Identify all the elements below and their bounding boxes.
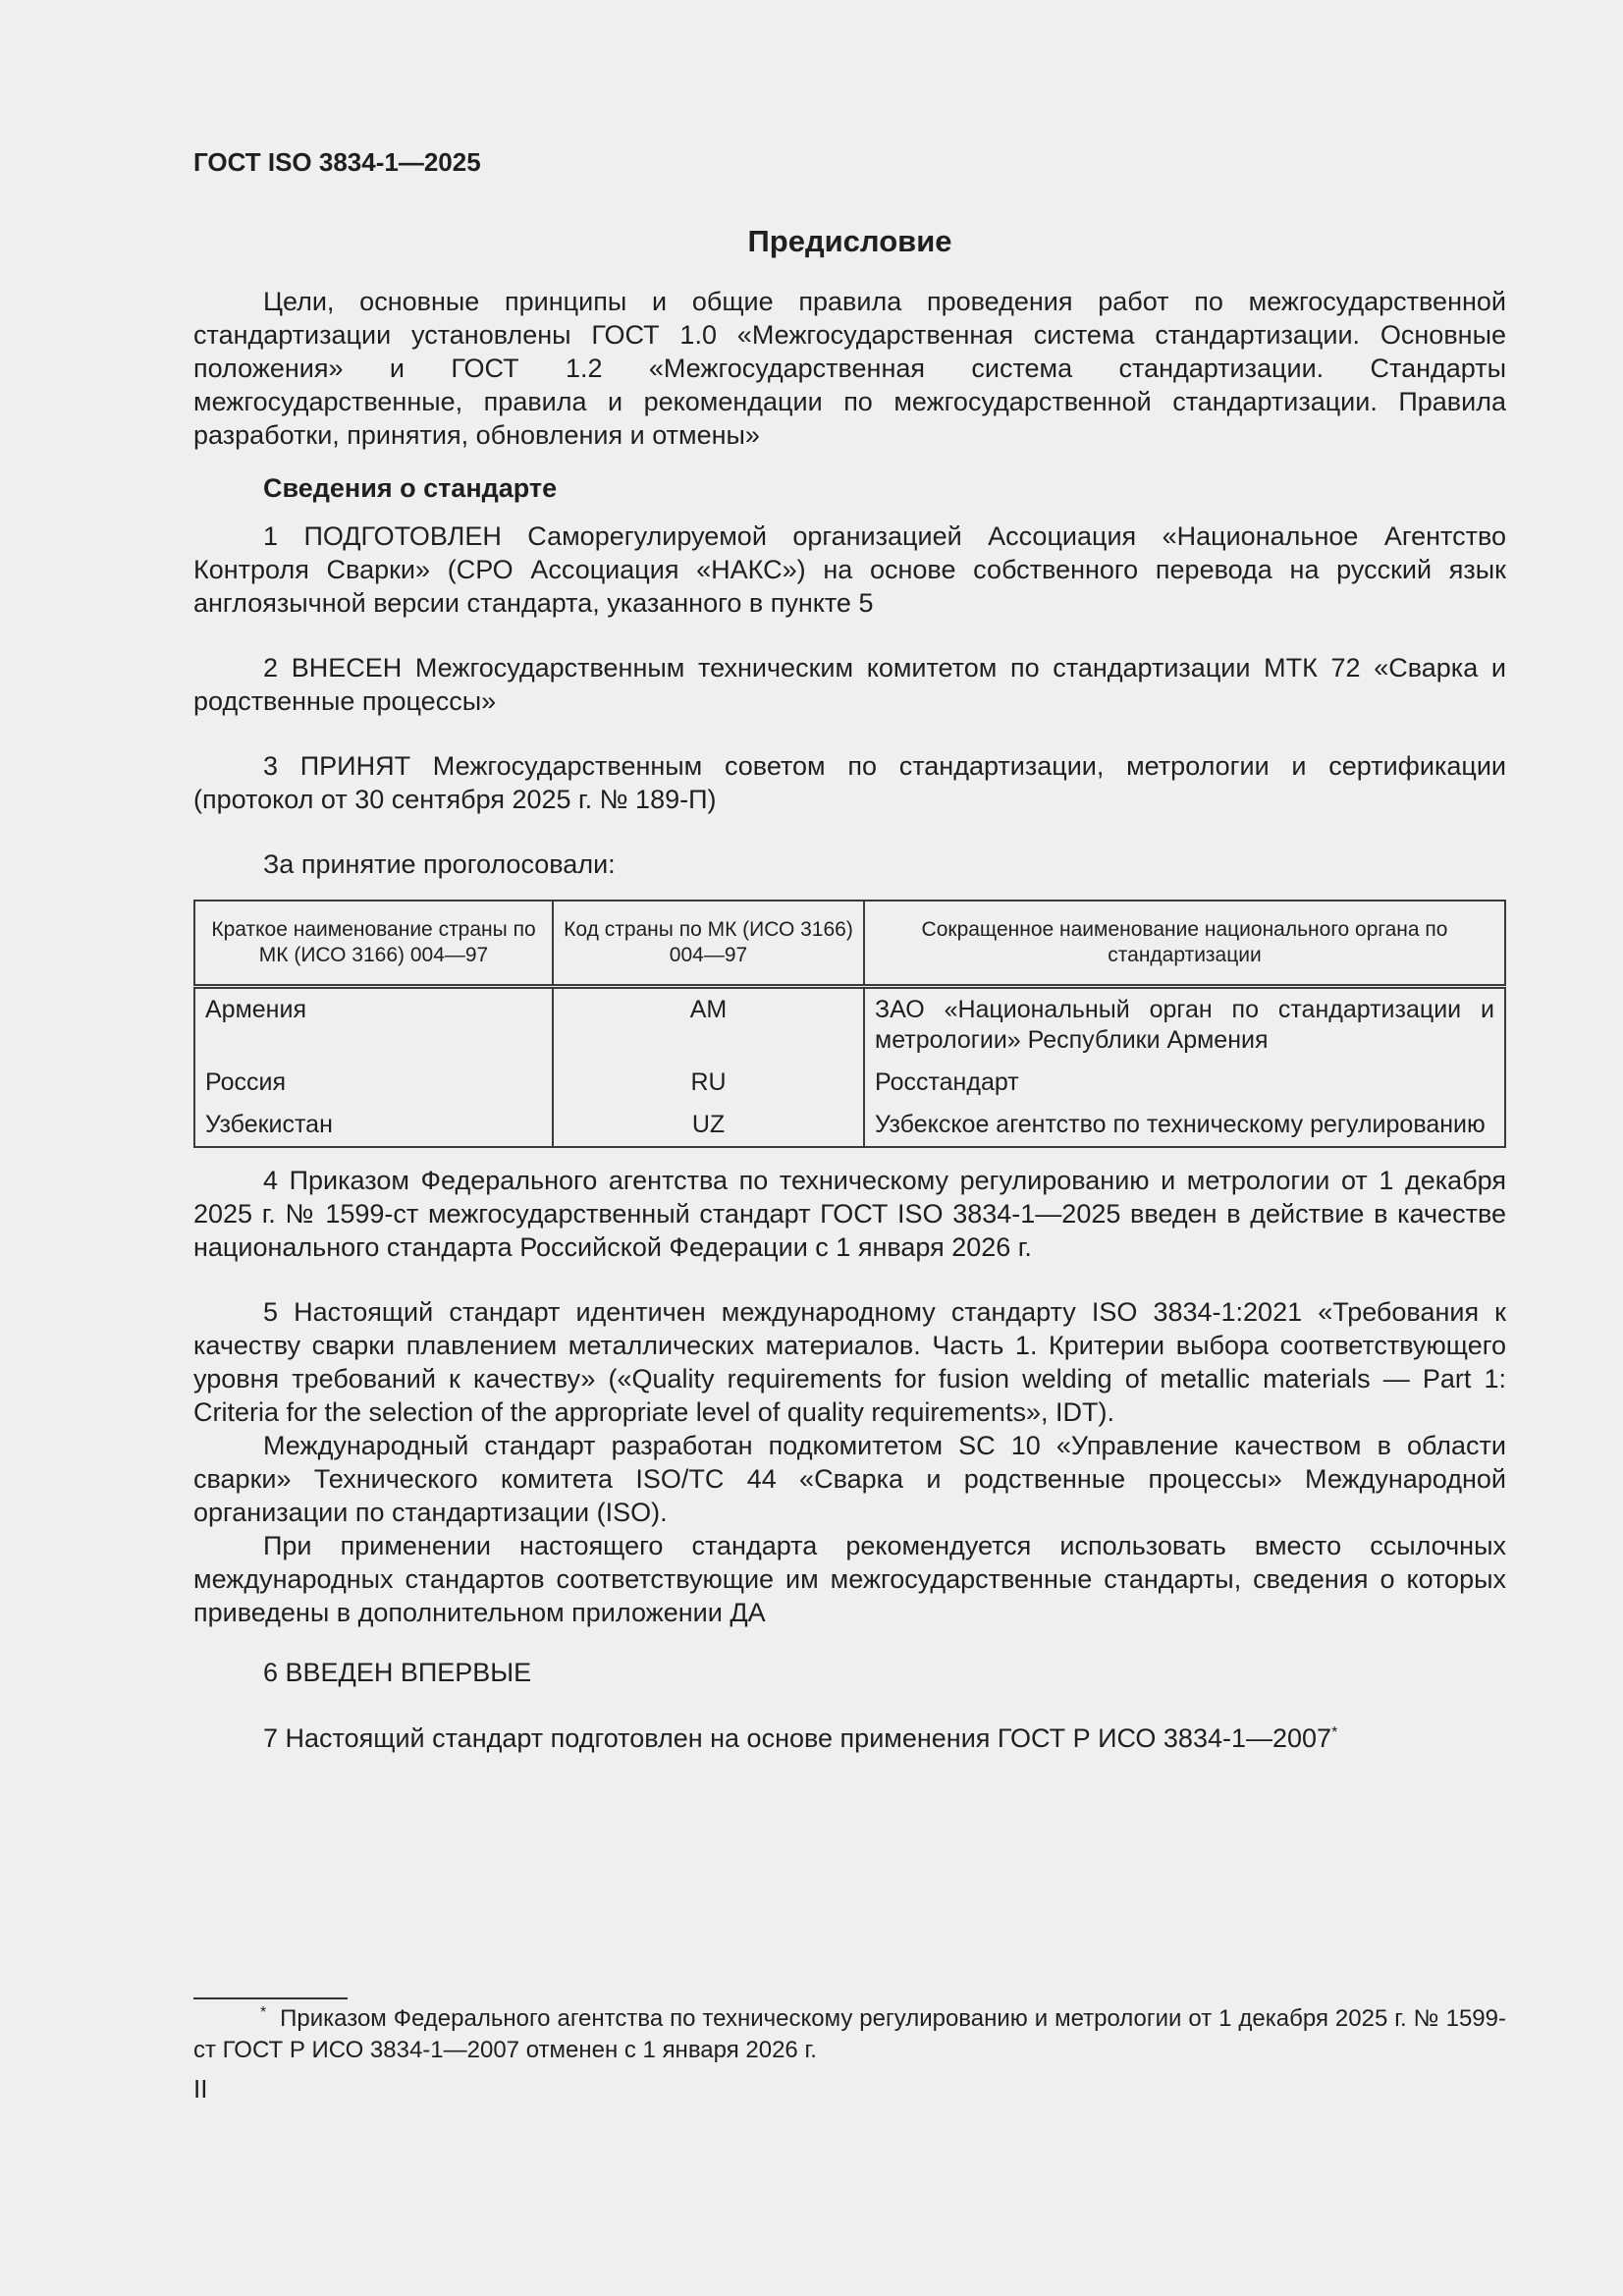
item-1-paragraph: 1 ПОДГОТОВЛЕН Саморегулируемой организацией Ассоциация «Национальное Агентство Контроля Сварки» (СРО Ассоциация «НАКС») на основе собственного перевода на русский язык англоязычной версии стандарта, указанного в пункте 5	[193, 521, 1506, 618]
body-cell: Узбекское агентство по техническому регулированию	[864, 1104, 1505, 1147]
intro-block	[193, 285, 1506, 452]
header-country-name: Краткое наименование страны по МК (ИСО 3166) 004—97	[194, 901, 553, 987]
item-4-block	[193, 1164, 1506, 1264]
item-2-block	[193, 651, 1506, 718]
vote-intro: За принятие проголосовали:	[263, 849, 616, 879]
code-cell: UZ	[553, 1104, 864, 1147]
table-header-row	[194, 901, 1505, 987]
header-national-body: Сокращенное наименование национального органа по стандартизации	[864, 901, 1505, 987]
item-1-block	[193, 519, 1506, 620]
footnote-reference[interactable]: *	[1331, 1724, 1338, 1741]
item-4-paragraph: 4 Приказом Федерального агентства по техническому регулированию и метрологии от 1 декабря 2025 г. № 1599-ст межгосударственный стандарт ГОСТ ISO 3834-1—2025 введен в действие в качестве национального стандарта Российской Федерации с 1 января 2026 г.	[193, 1166, 1506, 1262]
footnote-mark: *	[260, 2004, 267, 2021]
table-row	[194, 987, 1505, 1063]
body-cell: Росстандарт	[864, 1062, 1505, 1104]
country-cell: Узбекистан	[194, 1104, 553, 1147]
code-cell: RU	[553, 1062, 864, 1104]
item-6-paragraph: 6 ВВЕДЕН ВПЕРВЫЕ	[263, 1658, 532, 1687]
item-7-paragraph	[193, 1722, 1506, 1755]
footnote-text: Приказом Федерального агентства по техническому регулированию и метрологии от 1 декабря 2025 г. № 1599-ст ГОСТ Р ИСО 3834-1—2007 отменен с 1 января 2026 г.	[193, 2005, 1506, 2063]
page-number: II	[193, 2074, 208, 2104]
section-subheading: Сведения о стандарте	[263, 473, 558, 503]
code-cell: AM	[553, 987, 864, 1063]
footnote	[193, 2003, 1506, 2066]
intro-paragraph: Цели, основные принципы и общие правила проведения работ по межгосударственной стандартизации установлены ГОСТ 1.0 «Межгосударственная система стандартизации. Основные положения» и ГОСТ 1.2 «Межгосударственная система стандартизации. Стандарты межгосударственные, правила и рекомендации по межгосударственной стандартизации. Правила разработки, принятия, обновления и отмены»	[193, 287, 1506, 450]
item-7-block	[193, 1722, 1506, 1755]
item-5-application-paragraph: При применении настоящего стандарта рекомендуется использовать вместо ссылочных международных стандартов соответствующие им межгосударственные стандарты, сведения о которых приведены в дополнительном приложении ДА	[193, 1531, 1506, 1627]
item-7-text: 7 Настоящий стандарт подготовлен на основе применения ГОСТ Р ИСО 3834-1—2007	[263, 1723, 1332, 1753]
item-5-subcommittee-paragraph: Международный стандарт разработан подкомитетом SC 10 «Управление качеством в области сварки» Технического комитета ISO/TC 44 «Сварка и родственные процессы» Международной организации по стандартизации (ISO).	[193, 1431, 1506, 1527]
country-cell: Армения	[194, 987, 553, 1063]
country-cell: Россия	[194, 1062, 553, 1104]
document-header: ГОСТ ISO 3834-1—2025	[193, 147, 481, 177]
header-country-code: Код страны по МК (ИСО 3166) 004—97	[553, 901, 864, 987]
item-6-block	[193, 1656, 1506, 1689]
item-3-paragraph: 3 ПРИНЯТ Межгосударственным советом по стандартизации, метрологии и сертификации (протокол от 30 сентября 2025 г. № 189-П)	[193, 751, 1506, 814]
voting-table	[193, 900, 1506, 1148]
table-row	[194, 1104, 1505, 1147]
page-title: Предисловие	[747, 224, 952, 258]
item-5-paragraph: 5 Настоящий стандарт идентичен международному стандарту ISO 3834-1:2021 «Требования к качеству сварки плавлением металлических материалов. Часть 1. Критерии выбора соответствующего уровня требований к качеству» («Quality requirements for fusion welding of metallic materials — Part 1: Criteria for the selection of the appropriate level of quality requirements», IDT).	[193, 1297, 1506, 1427]
item-2-paragraph: 2 ВНЕСЕН Межгосударственным техническим комитетом по стандартизации МТК 72 «Сварка и родственные процессы»	[193, 653, 1506, 716]
vote-intro-block	[193, 847, 1506, 881]
item-5-block	[193, 1295, 1506, 1629]
table-row	[194, 1062, 1505, 1104]
item-3-block	[193, 749, 1506, 816]
footnote-divider	[193, 1997, 348, 1999]
subheading-block	[193, 471, 1506, 505]
body-cell: ЗАО «Национальный орган по стандартизации и метрологии» Республики Армения	[864, 987, 1505, 1063]
